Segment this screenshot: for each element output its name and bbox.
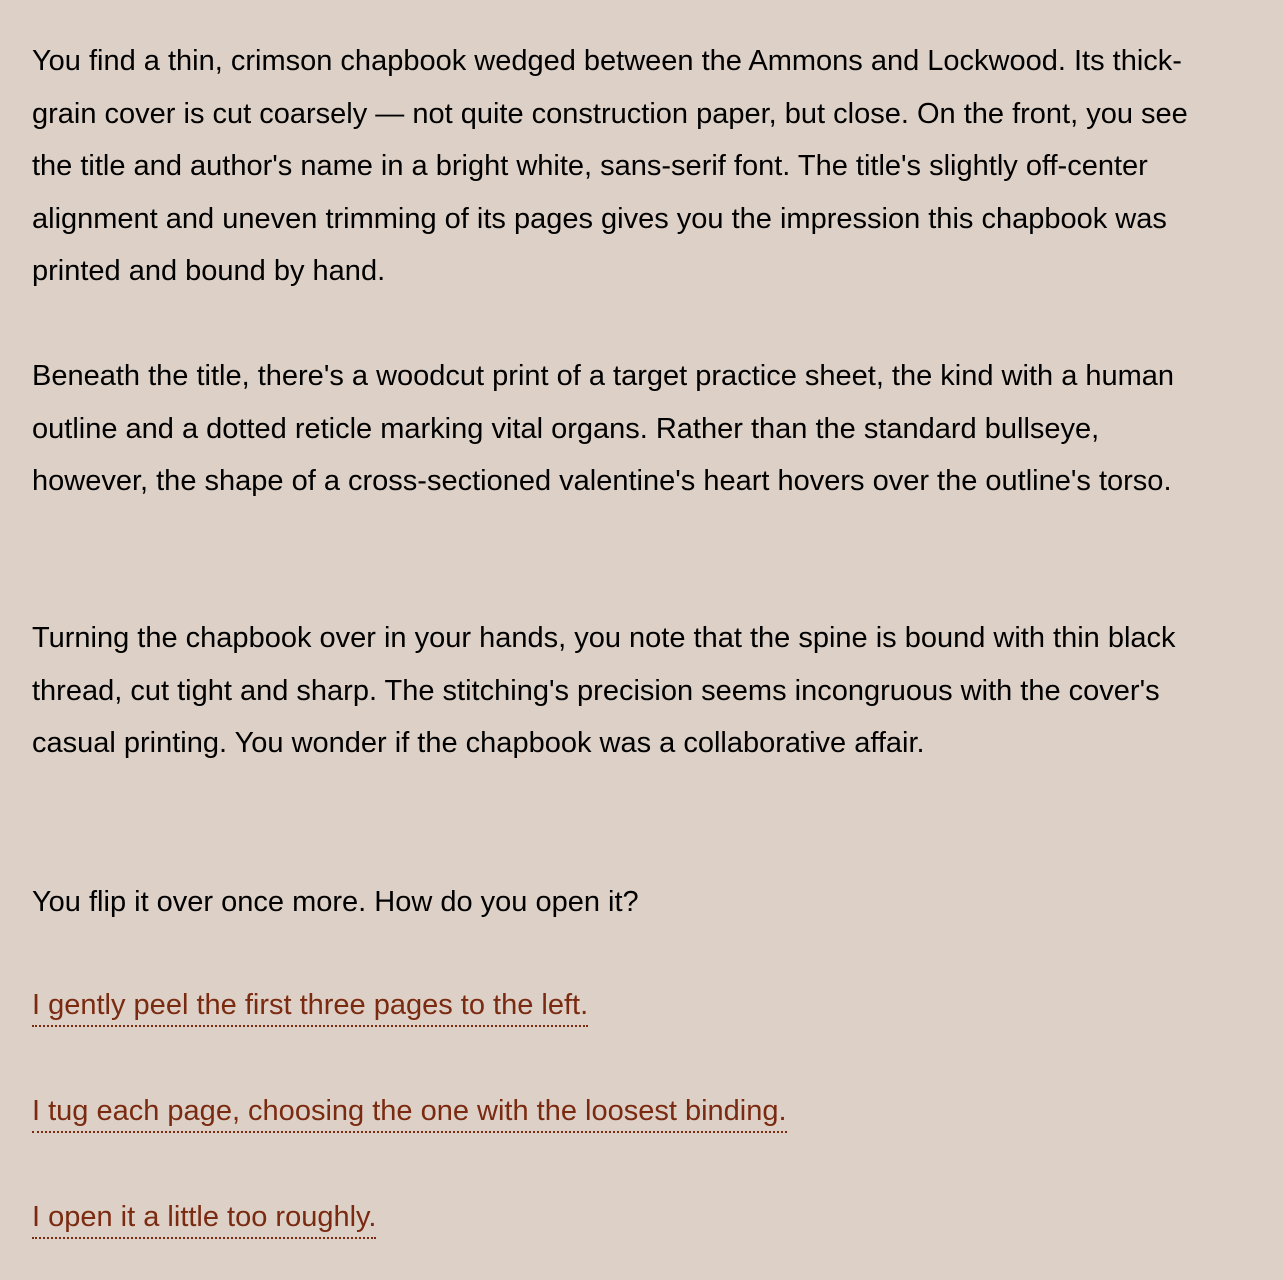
story-paragraph-1: You find a thin, crimson chapbook wedged between the Ammons and Lockwood. Its thick-grain cover is cut coarsely — not quite construction paper, but close. On the front, you see the title and author's name in a bright white, sans-serif font. The title's slightly off-center alignment and uneven trimming of its pages gives you the impression this chapbook was printed and bound by hand.: [32, 45, 1188, 287]
choice-link-peel-pages[interactable]: I gently peel the first three pages to the left.: [32, 985, 588, 1027]
choice-link-tug-pages[interactable]: I tug each page, choosing the one with the loosest binding.: [32, 1091, 787, 1133]
choice-link-open-roughly[interactable]: I open it a little too roughly.: [32, 1197, 376, 1239]
story-paragraph-2: Beneath the title, there's a woodcut print of a target practice sheet, the kind with a human outline and a dotted reticle marking vital organs. Rather than the standard bullseye, however, the shape of a cross-sectioned valentine's heart hovers over the outline's torso.: [32, 360, 1175, 497]
story-paragraph-3: Turning the chapbook over in your hands, you note that the spine is bound with thin black thread, cut tight and sharp. The stitching's precision seems incongruous with the cover's casual printing. You wonder if the chapbook was a collaborative affair.: [32, 622, 1176, 759]
choice-prompt: You flip it over once more. How do you open it?: [32, 886, 639, 918]
